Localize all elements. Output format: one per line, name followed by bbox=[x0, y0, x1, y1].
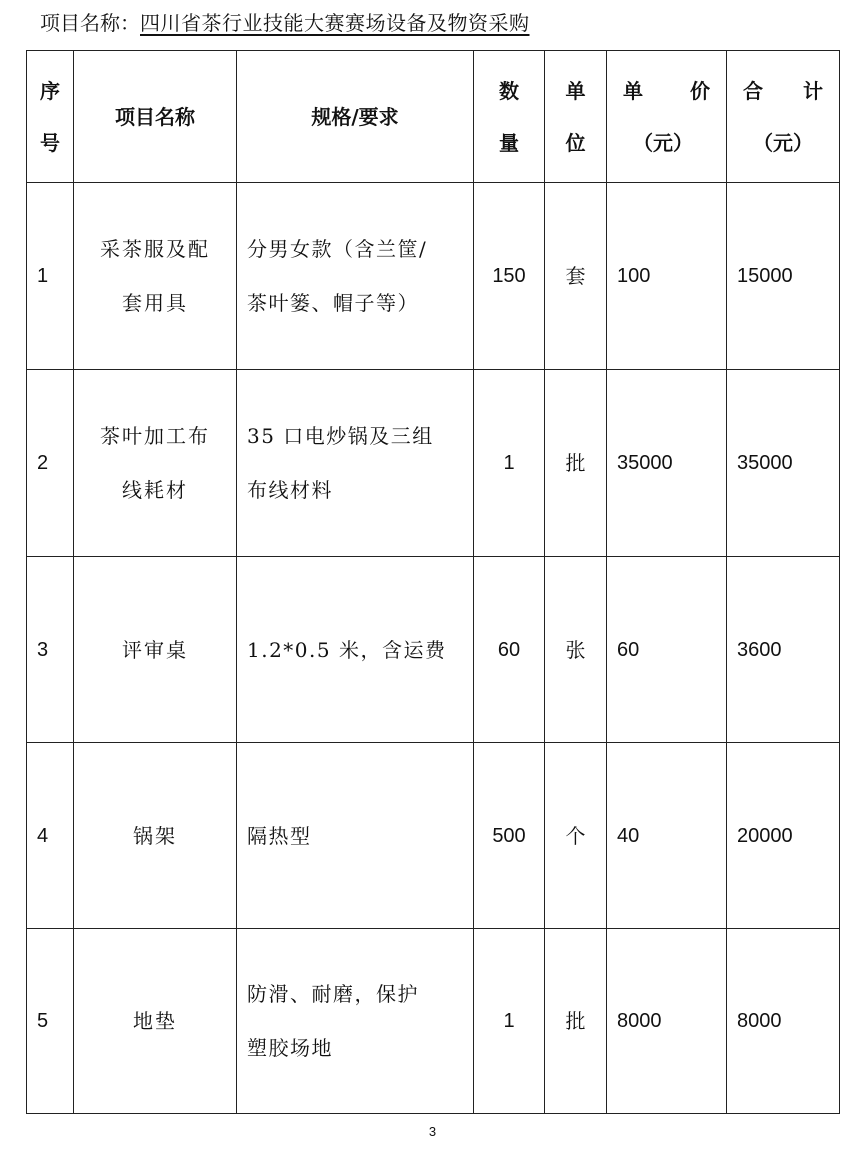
cell-total: 15000 bbox=[727, 183, 840, 370]
cell-spec bbox=[237, 370, 474, 557]
cell-spec-1: 35 口电炒锅及三组 bbox=[247, 424, 434, 448]
header-seq-1: 序 bbox=[40, 78, 60, 103]
cell-total: 35000 bbox=[727, 370, 840, 557]
project-title bbox=[40, 6, 530, 40]
project-label: 项目名称： bbox=[40, 11, 140, 35]
cell-item-name-2: 套用具 bbox=[122, 291, 188, 315]
cell-spec-2: 塑胶场地 bbox=[247, 1036, 333, 1060]
cell-qty: 1 bbox=[474, 370, 545, 557]
cell-qty: 150 bbox=[474, 183, 545, 370]
header-total-b: 计 bbox=[803, 78, 823, 103]
header-seq bbox=[27, 51, 74, 183]
cell-price: 40 bbox=[607, 743, 727, 929]
cell-item-name: 评审桌 bbox=[74, 557, 237, 743]
cell-spec-2: 布线材料 bbox=[247, 478, 333, 502]
cell-item-name: 地垫 bbox=[74, 929, 237, 1114]
page-number: 3 bbox=[428, 1124, 437, 1139]
header-unit-2: 位 bbox=[565, 130, 586, 155]
header-spec bbox=[237, 51, 474, 183]
cell-price: 100 bbox=[607, 183, 727, 370]
cell-total: 3600 bbox=[727, 557, 840, 743]
cell-spec-1: 防滑、耐磨，保护 bbox=[247, 982, 419, 1006]
header-price bbox=[607, 51, 727, 183]
header-total-a: 合 bbox=[743, 78, 763, 103]
project-name: 四川省茶行业技能大赛赛场设备及物资采购 bbox=[140, 11, 530, 35]
cell-unit: 个 bbox=[545, 743, 607, 929]
cell-seq: 1 bbox=[27, 183, 74, 370]
table-header-row bbox=[27, 51, 840, 183]
cell-total: 20000 bbox=[727, 743, 840, 929]
cell-qty: 500 bbox=[474, 743, 545, 929]
table-row bbox=[27, 370, 840, 557]
header-seq-2: 号 bbox=[40, 130, 60, 155]
cell-seq: 5 bbox=[27, 929, 74, 1114]
cell-seq: 2 bbox=[27, 370, 74, 557]
header-price-unit: （元） bbox=[633, 130, 693, 155]
header-qty-2: 量 bbox=[499, 130, 519, 155]
header-spec-text: 规格/要求 bbox=[311, 104, 399, 129]
procurement-table bbox=[26, 50, 840, 1114]
table-row bbox=[27, 743, 840, 929]
header-qty bbox=[474, 51, 545, 183]
cell-price: 60 bbox=[607, 557, 727, 743]
header-name bbox=[74, 51, 237, 183]
table-row bbox=[27, 183, 840, 370]
cell-unit: 批 bbox=[545, 370, 607, 557]
header-name-text: 项目名称 bbox=[115, 104, 195, 129]
header-total bbox=[727, 51, 840, 183]
cell-qty: 1 bbox=[474, 929, 545, 1114]
header-unit-1: 单 bbox=[565, 78, 586, 103]
cell-spec-1: 分男女款（含兰筐/ bbox=[247, 237, 428, 261]
cell-spec bbox=[237, 183, 474, 370]
table-row bbox=[27, 557, 840, 743]
header-qty-1: 数 bbox=[499, 78, 519, 103]
header-price-a: 单 bbox=[623, 78, 643, 103]
cell-unit: 批 bbox=[545, 929, 607, 1114]
cell-price: 35000 bbox=[607, 370, 727, 557]
cell-unit: 套 bbox=[545, 183, 607, 370]
table-row bbox=[27, 929, 840, 1114]
cell-price: 8000 bbox=[607, 929, 727, 1114]
cell-seq: 3 bbox=[27, 557, 74, 743]
cell-spec bbox=[237, 929, 474, 1114]
cell-item-name-1: 茶叶加工布 bbox=[100, 424, 210, 448]
cell-item-name bbox=[74, 370, 237, 557]
cell-item-name-1: 采茶服及配 bbox=[100, 237, 210, 261]
cell-seq: 4 bbox=[27, 743, 74, 929]
header-price-b: 价 bbox=[690, 78, 710, 103]
cell-item-name bbox=[74, 183, 237, 370]
cell-spec: 1.2*0.5 米，含运费 bbox=[237, 557, 474, 743]
cell-total: 8000 bbox=[727, 929, 840, 1114]
cell-spec-2: 茶叶篓、帽子等） bbox=[247, 291, 419, 315]
cell-qty: 60 bbox=[474, 557, 545, 743]
cell-unit: 张 bbox=[545, 557, 607, 743]
header-total-unit: （元） bbox=[753, 130, 813, 155]
cell-item-name-2: 线耗材 bbox=[122, 478, 188, 502]
cell-spec: 隔热型 bbox=[237, 743, 474, 929]
header-unit bbox=[545, 51, 607, 183]
cell-item-name: 锅架 bbox=[74, 743, 237, 929]
